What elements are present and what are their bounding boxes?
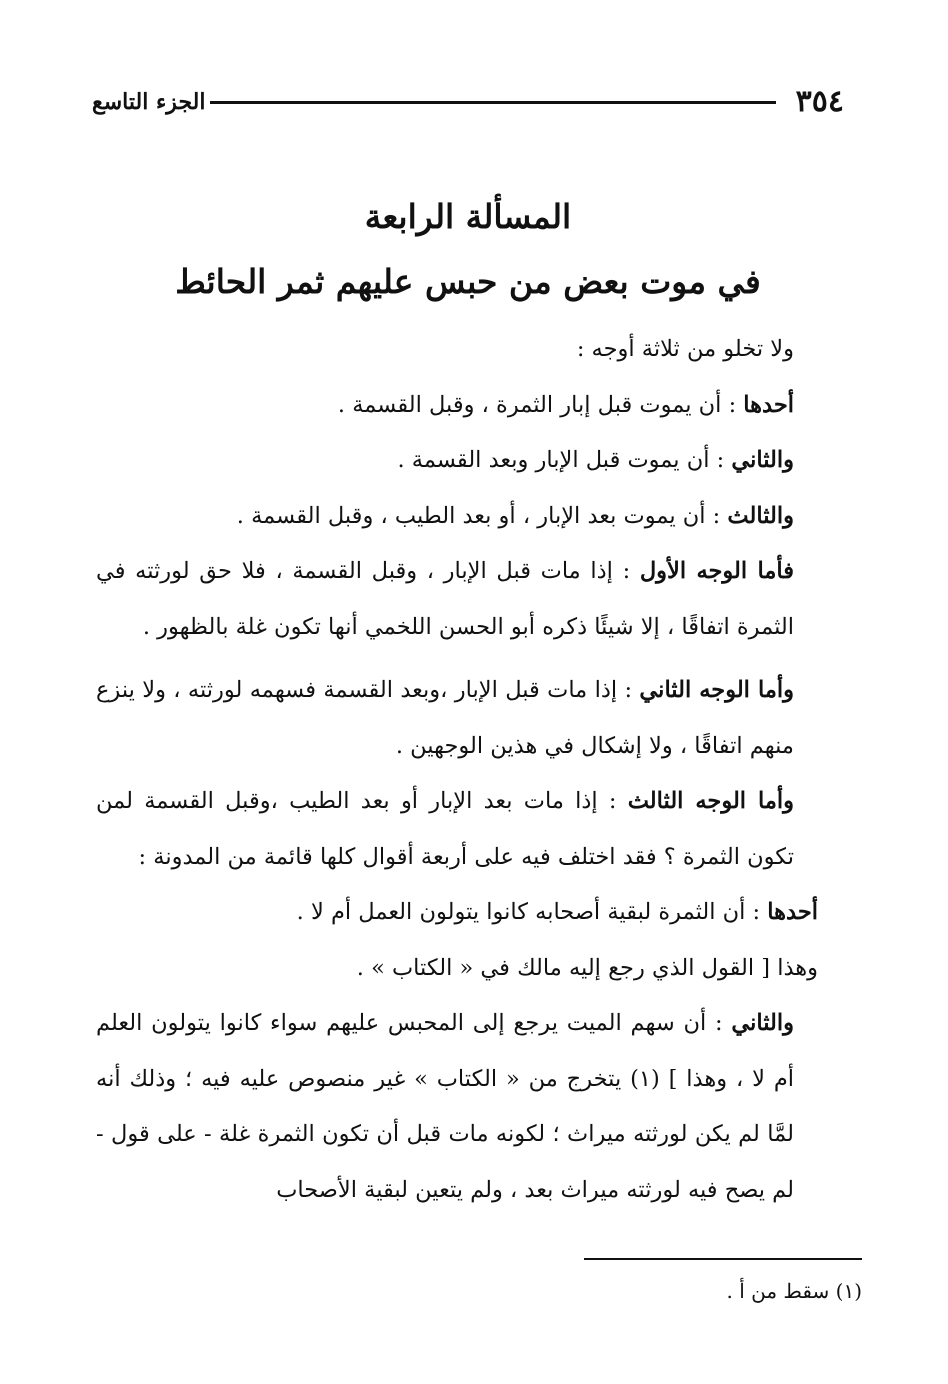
paragraph-text: وهذا [ القول الذي رجع إليه مالك في « الكتاب » . — [356, 954, 818, 981]
paragraph-lead: وأما الوجه الثالث — [627, 788, 794, 814]
paragraph-case-3 — [96, 489, 862, 545]
paragraph-text: : إذا مات بعد الإبار أو بعد الطيب ،وقبل القسمة لمن تكون الثمرة ؟ فقد اختلف فيه على أربعة أقوال كلها قائمة من المدونة : — [96, 788, 794, 870]
paragraph-lead: والثاني — [731, 447, 794, 473]
paragraph-lead: أحدها — [743, 391, 794, 418]
paragraph-text: : أن سهم الميت يرجع إلى المحبس عليهم سواء كانوا يتولون العلم أم لا ، وهذا ] (١) يتخرج من « الكتاب » غير منصوص عليه فيه ؛ وذلك أنه لمَّا لم يكن لورثته ميراث ؛ لكونه مات قبل أن تكون الثمرة غلة - على قول - لم يصح فيه لورثته ميراث بعد ، ولم يتعين لبقية الأصحاب — [96, 1010, 795, 1203]
paragraph-case-1 — [96, 378, 862, 434]
paragraph-opinion-2 — [96, 996, 862, 1218]
paragraph-text: : إذا مات قبل الإبار ، وقبل القسمة ، فلا حق لورثته في الثمرة اتفاقًا ، إلا شيئًا ذكره أبو الحسن اللخمي أنها تكون غلة بالظهور . — [96, 558, 794, 640]
paragraph-text: ولا تخلو من ثلاثة أوجه : — [576, 336, 794, 362]
paragraph-lead: فأما الوجه الأول — [639, 558, 795, 584]
volume-label: الجزء التاسع — [92, 89, 206, 115]
paragraph-intro — [96, 322, 862, 378]
paragraph-second-case — [96, 663, 862, 774]
paragraph-lead: أحدها — [767, 899, 818, 925]
paragraph-lead: والثاني — [731, 1010, 794, 1036]
paragraph-text: : أن يموت قبل الإبار وبعد القسمة . — [397, 447, 732, 473]
body-text — [96, 322, 862, 1218]
paragraph-text: : أن يموت بعد الإبار ، أو بعد الطيب ، وقبل القسمة . — [236, 502, 728, 529]
section-subtitle: في موت بعض من حبس عليهم ثمر الحائط — [175, 262, 761, 301]
footnote-rule — [584, 1258, 862, 1260]
header-rule — [210, 101, 776, 104]
paragraph-lead: وأما الوجه الثاني — [639, 677, 794, 703]
paragraph-opinion-1 — [96, 885, 862, 941]
paragraph-lead: والثالث — [727, 502, 794, 529]
paragraph-first-case — [96, 544, 862, 655]
paragraph-case-2 — [96, 433, 862, 489]
paragraph-text: : أن الثمرة لبقية أصحابه كانوا يتولون العمل أم لا . — [296, 899, 768, 925]
paragraph-third-case — [96, 774, 862, 885]
paragraph-text: : أن يموت قبل إبار الثمرة ، وقبل القسمة . — [337, 391, 744, 418]
section-title: المسألة الرابعة — [364, 197, 572, 236]
paragraph-text: : إذا مات قبل الإبار ،وبعد القسمة فسهمه لورثته ، ولا ينزع منهم اتفاقًا ، ولا إشكال في هذين الوجهين . — [96, 677, 794, 759]
page-number: ٣٥٤ — [795, 84, 844, 119]
paragraph-opinion-1-note — [96, 941, 862, 997]
footnote: (١) سقط من أ . — [726, 1279, 862, 1303]
running-header — [92, 84, 844, 124]
